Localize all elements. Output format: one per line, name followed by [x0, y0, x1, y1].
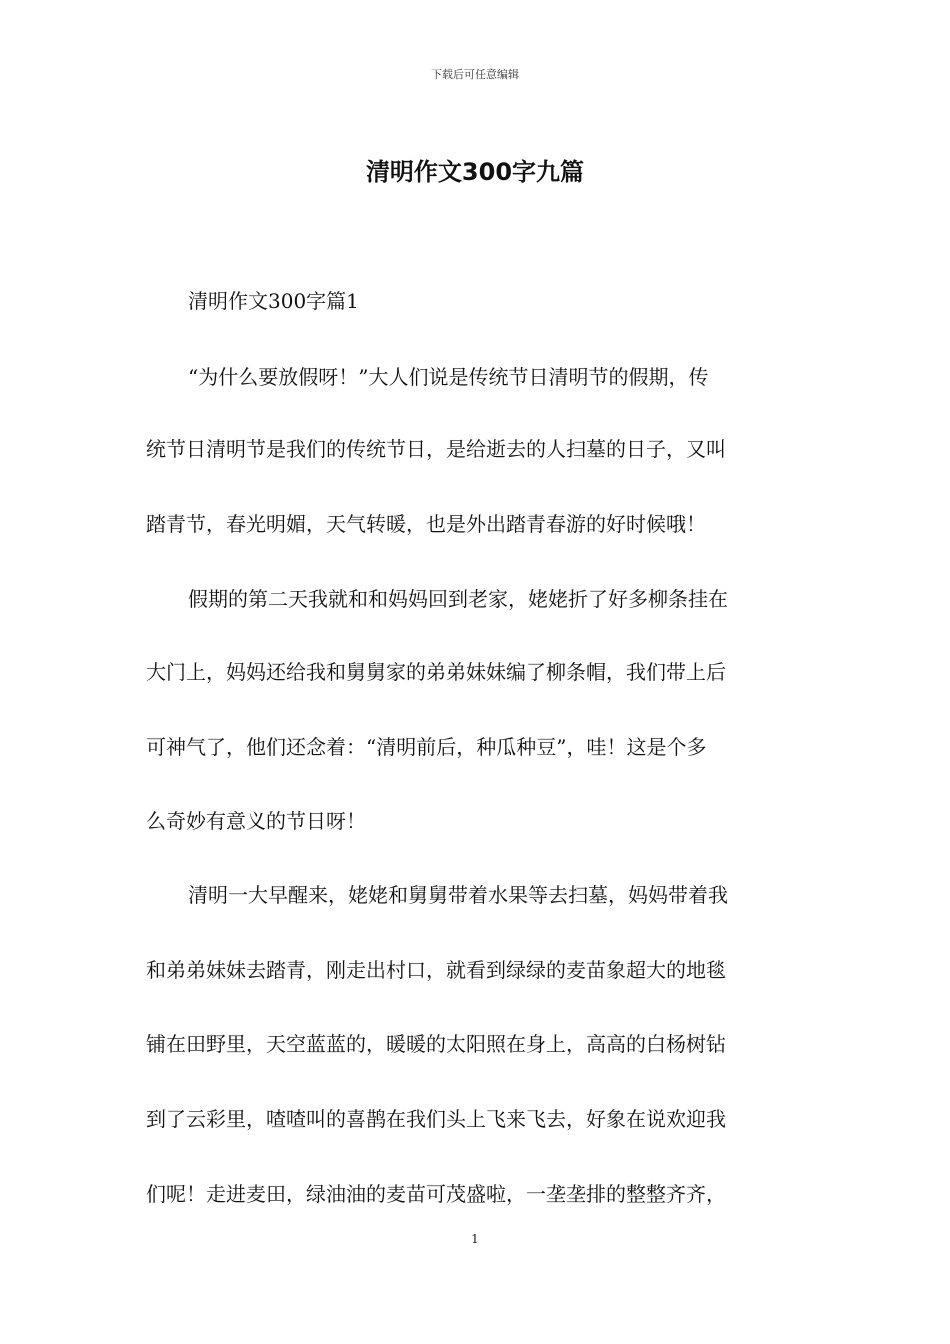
paragraph-line: 清明一大早醒来，姥姥和舅舅带着水果等去扫墓，妈妈带着我 [188, 883, 728, 907]
paragraph-line: 可神气了，他们还念着：“清明前后，种瓜种豆”，哇！这是个多 [146, 735, 707, 759]
paragraph-line: 铺在田野里，天空蓝蓝的，暖暖的太阳照在身上，高高的白杨树钻 [146, 1032, 726, 1056]
paragraph-line: 踏青节，春光明媚，天气转暖，也是外出踏青春游的好时候哦！ [146, 512, 706, 536]
header-note: 下载后可任意编辑 [431, 68, 519, 81]
paragraph-line: 么奇妙有意义的节日呀！ [146, 809, 366, 833]
paragraph-line: 和弟弟妹妹去踏青，刚走出村口，就看到绿绿的麦苗象超大的地毯 [146, 958, 726, 982]
paragraph-line: 假期的第二天我就和和妈妈回到老家，姥姥折了好多柳条挂在 [188, 587, 728, 611]
paragraph-line: “为什么要放假呀！”大人们说是传统节日清明节的假期，传 [188, 365, 709, 389]
document-title: 清明作文300字九篇 [365, 158, 585, 186]
paragraph-line: 统节日清明节是我们的传统节日，是给逝去的人扫墓的日子，又叫 [146, 437, 726, 461]
paragraph-line: 们呢！走进麦田，绿油油的麦苗可茂盛啦，一垄垄排的整整齐齐， [146, 1182, 726, 1206]
section-heading: 清明作文300字篇1 [188, 289, 359, 313]
page-number: 1 [471, 1232, 479, 1246]
paragraph-line: 到了云彩里，喳喳叫的喜鹊在我们头上飞来飞去，好象在说欢迎我 [146, 1107, 726, 1131]
paragraph-line: 大门上，妈妈还给我和舅舅家的弟弟妹妹编了柳条帽，我们带上后 [146, 660, 726, 684]
